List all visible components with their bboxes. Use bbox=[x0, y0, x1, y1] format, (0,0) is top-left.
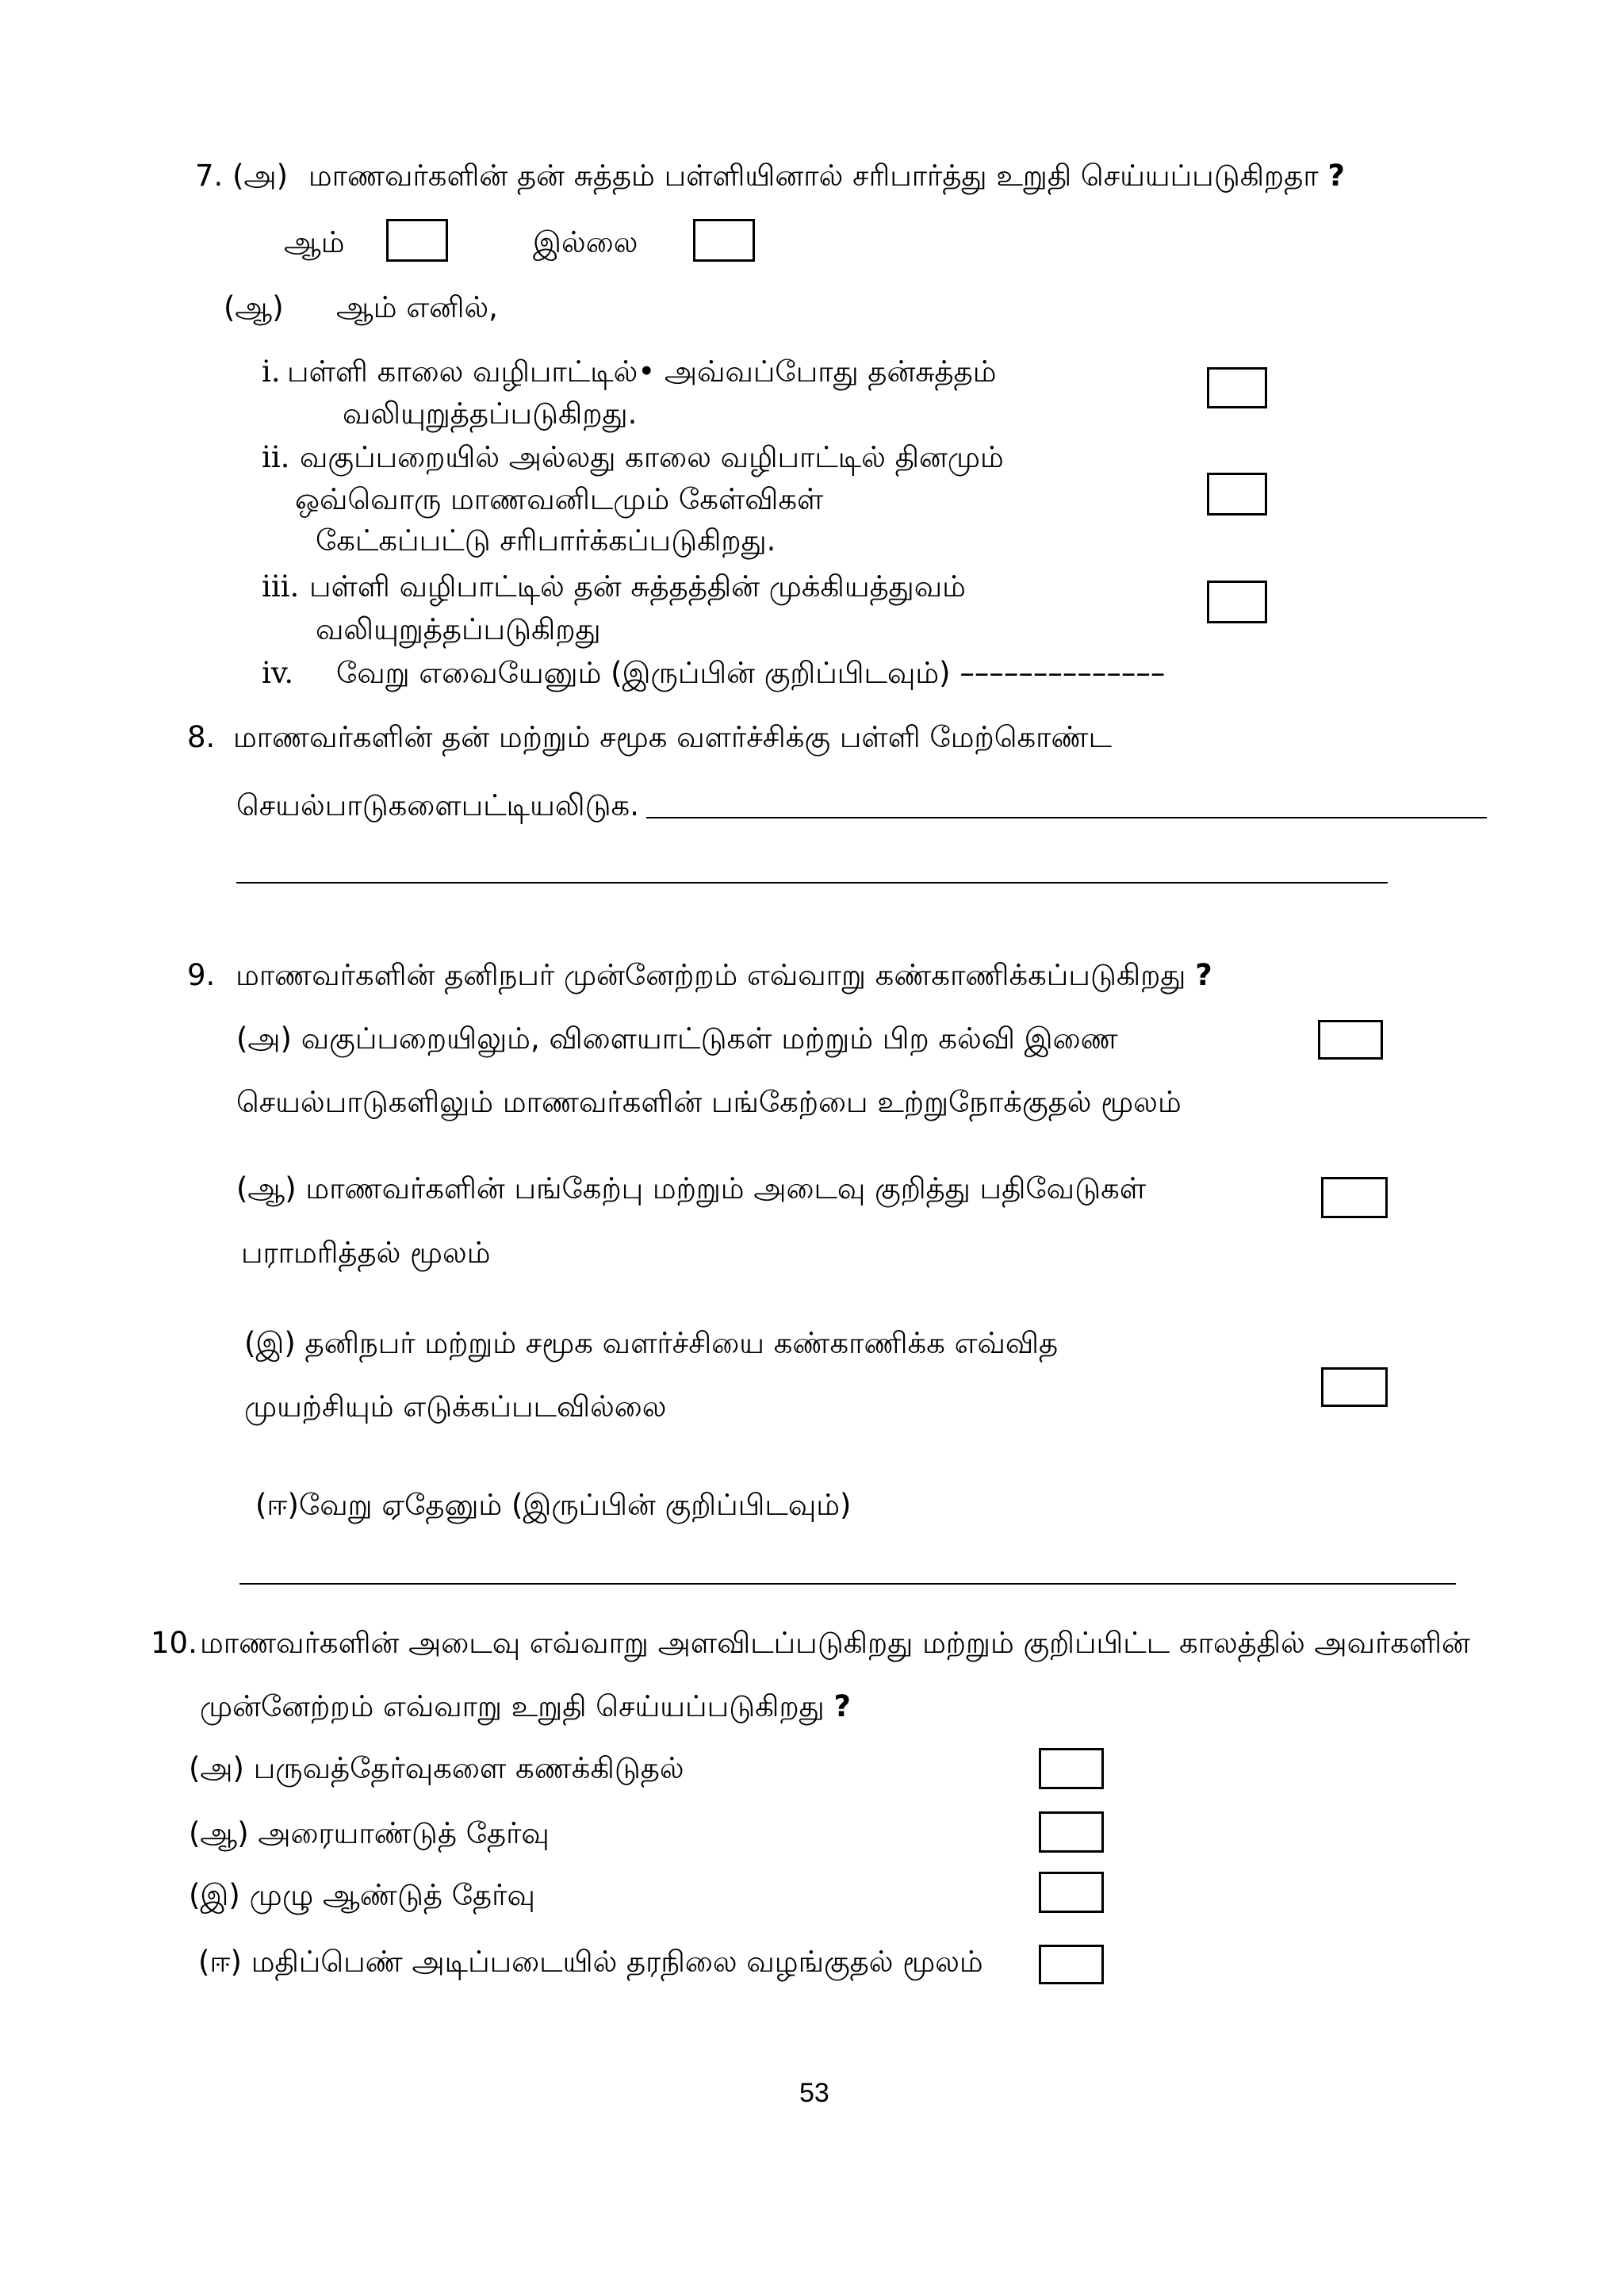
q10-line1: மாணவர்களின் அடைவு எவ்வாறு அளவிடப்படுகிறது மற்றும் குறிப்பிட்ட காலத்தில் அவர்களின் bbox=[200, 1626, 1470, 1660]
q9-question-text: மாணவர்களின் தனிநபர் முன்னேற்றம் எவ்வாறு கண்காணிக்கப்படுகிறது bbox=[236, 958, 1186, 992]
q7-no-checkbox[interactable] bbox=[693, 219, 755, 262]
q7-yes-label: ஆம் bbox=[284, 225, 345, 259]
q9-option-b-checkbox[interactable] bbox=[1321, 1177, 1388, 1218]
q9-option-a-line1: (அ) வகுப்பறையிலும், விளையாட்டுகள் மற்றும் பிற கல்வி இணை bbox=[236, 1022, 1118, 1056]
q7-label-a: (அ) bbox=[232, 159, 289, 193]
q7-item-iv-line1: வேறு எவையேனும் (இருப்பின் குறிப்பிடவும்) –––––––––––––– bbox=[336, 656, 1166, 690]
q10-option-c-checkbox[interactable] bbox=[1039, 1872, 1104, 1913]
q9-question-mark: ? bbox=[1195, 958, 1212, 992]
q8-number: 8. bbox=[187, 720, 216, 754]
q10-line2: முன்னேற்றம் எவ்வாறு உறுதி செய்யப்படுகிறது bbox=[200, 1689, 825, 1723]
q9-option-c-line1: (இ) தனிநபர் மற்றும் சமூக வளர்ச்சியை கண்காணிக்க எவ்வித bbox=[244, 1326, 1059, 1360]
q10-option-c: (இ) முழு ஆண்டுத் தேர்வு bbox=[189, 1878, 535, 1912]
q7-no-label: இல்லை bbox=[533, 225, 638, 259]
q7-question-mark: ? bbox=[1327, 159, 1345, 193]
q10-option-b: (ஆ) அரையாண்டுத் தேர்வு bbox=[189, 1816, 550, 1850]
q7-item-iv-num: iv. bbox=[262, 656, 294, 690]
q7-item-iii-checkbox[interactable] bbox=[1207, 581, 1267, 623]
q9-option-a-line2: செயல்பாடுகளிலும் மாணவர்களின் பங்கேற்பை உற்றுநோக்குதல் மூலம் bbox=[236, 1085, 1182, 1119]
q7-item-i-num: i. bbox=[262, 355, 281, 389]
q7-item-i-checkbox[interactable] bbox=[1207, 367, 1267, 408]
page-number: 53 bbox=[799, 2078, 829, 2108]
q8-line1: மாணவர்களின் தன் மற்றும் சமூக வளர்ச்சிக்கு பள்ளி மேற்கொண்ட bbox=[233, 720, 1113, 754]
q7-item-iii-line2: வலியுறுத்தப்படுகிறது bbox=[316, 612, 601, 646]
q10-question-mark: ? bbox=[833, 1689, 851, 1723]
q8-line2: செயல்பாடுகளைபட்டியலிடுக. bbox=[236, 788, 639, 822]
q7-label-b: (ஆ) bbox=[224, 290, 284, 324]
q7-item-ii-checkbox[interactable] bbox=[1207, 473, 1267, 516]
q7-item-iii-num: iii. bbox=[262, 569, 300, 604]
q9-answer-line[interactable] bbox=[239, 1583, 1456, 1585]
q7-item-iii-line1: பள்ளி வழிபாட்டில் தன் சுத்தத்தின் முக்கியத்துவம் bbox=[309, 569, 966, 604]
q10-option-a: (அ) பருவத்தேர்வுகளை கணக்கிடுதல் bbox=[189, 1751, 684, 1785]
q9-option-b-line1: (ஆ) மாணவர்களின் பங்கேற்பு மற்றும் அடைவு குறித்து பதிவேடுகள் bbox=[236, 1171, 1147, 1205]
q10-option-b-checkbox[interactable] bbox=[1039, 1811, 1104, 1853]
q7-item-ii-line2: ஒவ்வொரு மாணவனிடமும் கேள்விகள் bbox=[295, 482, 824, 516]
q7-item-ii-line3: கேட்கப்பட்டு சரிபார்க்கப்படுகிறது. bbox=[316, 523, 776, 558]
q7-item-i-line2: வலியுறுத்தப்படுகிறது. bbox=[343, 397, 638, 431]
q8-answer-line-2[interactable] bbox=[236, 882, 1388, 884]
q7-yes-checkbox[interactable] bbox=[386, 219, 448, 262]
q9-option-c-checkbox[interactable] bbox=[1321, 1367, 1388, 1407]
q9-number: 9. bbox=[187, 958, 216, 992]
q7-number: 7. bbox=[195, 159, 224, 193]
q9-option-a-checkbox[interactable] bbox=[1318, 1020, 1383, 1060]
q7-item-ii-num: ii. bbox=[262, 440, 290, 474]
q7-item-ii-line1: வகுப்பறையில் அல்லது காலை வழிபாட்டில் தினமும் bbox=[300, 440, 1004, 474]
q9-option-d-line1: (ஈ)வேறு ஏதேனும் (இருப்பின் குறிப்பிடவும்) bbox=[255, 1488, 852, 1522]
q8-answer-line-1[interactable] bbox=[646, 817, 1487, 818]
q9-option-c-line2: முயற்சியும் எடுக்கப்படவில்லை bbox=[244, 1389, 667, 1424]
q10-number: 10. bbox=[151, 1626, 197, 1660]
q10-option-a-checkbox[interactable] bbox=[1039, 1748, 1104, 1789]
q10-option-d: (ஈ) மதிப்பெண் அடிப்படையில் தரநிலை வழங்குதல் மூலம் bbox=[198, 1945, 983, 1979]
q10-option-d-checkbox[interactable] bbox=[1039, 1945, 1104, 1984]
q9-option-b-line2: பராமரித்தல் மூலம் bbox=[241, 1236, 491, 1270]
q7-question-text: மாணவர்களின் தன் சுத்தம் பள்ளியினால் சரிபார்த்து உறுதி செய்யப்படுகிறதா bbox=[308, 159, 1319, 193]
q7-item-i-line1: பள்ளி காலை வழிபாட்டில்• அவ்வப்போது தன்சுத்தம் bbox=[287, 355, 997, 389]
q7-if-yes: ஆம் எனில், bbox=[336, 290, 498, 324]
